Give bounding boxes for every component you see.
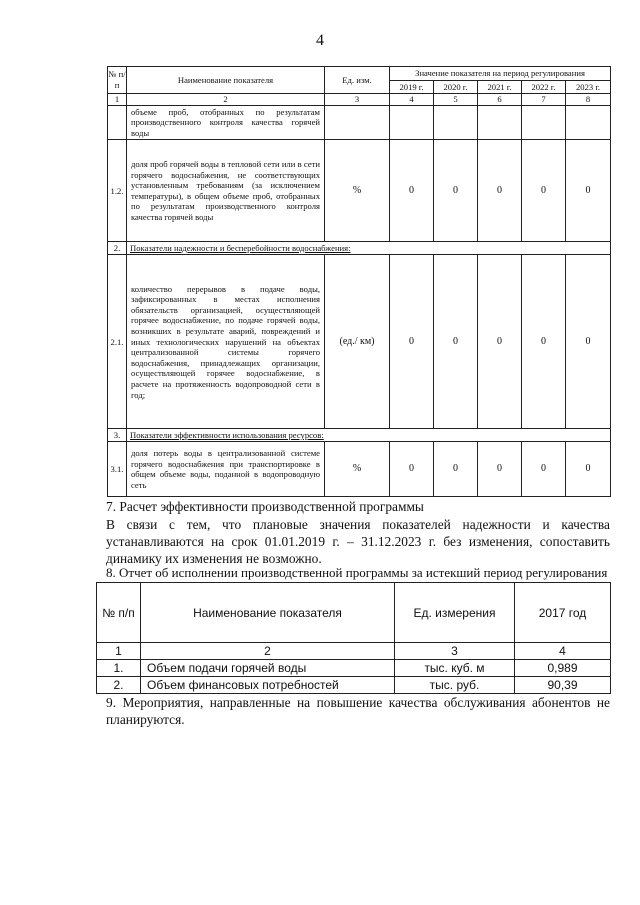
page-number: 4 bbox=[316, 32, 324, 49]
row-value bbox=[434, 105, 478, 140]
column-index: 3 bbox=[325, 94, 390, 106]
header-year: 2021 г. bbox=[478, 81, 522, 94]
row-unit: % bbox=[325, 442, 390, 497]
indicators-table bbox=[107, 66, 611, 497]
column-index: 4 bbox=[515, 643, 611, 660]
table-row bbox=[108, 105, 611, 140]
section-7-text: В связи с тем, что плановые значения показателей надежности и качества устанавливаются на срок 01.01.2019 г. – 31.12.2023 г. без изменения, сопоставить динамику их изменения не возможно. bbox=[106, 517, 610, 566]
indicators-header-row bbox=[108, 67, 611, 81]
row-num bbox=[108, 105, 127, 140]
row-value: 0 bbox=[390, 140, 434, 242]
row-value: 0,989 bbox=[515, 660, 611, 677]
row-value: 90,39 bbox=[515, 677, 611, 694]
column-index-row bbox=[97, 643, 611, 660]
header-year: 2022 г. bbox=[522, 81, 566, 94]
row-name: Объем подачи горячей воды bbox=[141, 660, 395, 677]
report-table bbox=[96, 582, 611, 694]
table-row bbox=[97, 660, 611, 677]
row-unit: тыс. руб. bbox=[395, 677, 515, 694]
header-year: 2017 год bbox=[515, 583, 611, 643]
row-value: 0 bbox=[478, 255, 522, 429]
column-index-row bbox=[108, 94, 611, 106]
row-unit bbox=[325, 105, 390, 140]
row-value: 0 bbox=[478, 140, 522, 242]
row-num: 1. bbox=[97, 660, 141, 677]
column-index: 3 bbox=[395, 643, 515, 660]
table-row bbox=[108, 255, 611, 429]
header-year: 2023 г. bbox=[566, 81, 611, 94]
row-num: 2.1. bbox=[108, 255, 127, 429]
row-value: 0 bbox=[522, 140, 566, 242]
section-row bbox=[108, 242, 611, 255]
header-name: Наименование показателя bbox=[127, 67, 325, 94]
section-8-title: 8. Отчет об исполнении производственной программы за истекший период регулирования bbox=[106, 565, 608, 580]
row-name: доля потерь воды в централизованной системе горячего водоснабжения при транспортировке в общем объеме воды, поданной в водопроводную сеть bbox=[127, 442, 325, 497]
header-year: 2019 г. bbox=[390, 81, 434, 94]
row-unit: (ед./ км) bbox=[325, 255, 390, 429]
row-value bbox=[478, 105, 522, 140]
section-row bbox=[108, 429, 611, 442]
column-index: 2 bbox=[127, 94, 325, 106]
column-index: 4 bbox=[390, 94, 434, 106]
header-num: № п/п bbox=[97, 583, 141, 643]
header-unit: Ед. измерения bbox=[395, 583, 515, 643]
row-value bbox=[522, 105, 566, 140]
row-name: Объем финансовых потребностей bbox=[141, 677, 395, 694]
table-row bbox=[97, 677, 611, 694]
row-name: количество перерывов в подаче воды, зафиксированных в местах исполнения обязательств организацией, осуществляющей горячее водоснабжение, по подаче горячей воды, возникших в результате аварий, повреждений и иных технологических нарушений на объектах централизованной системы горячего водоснабжения, принадлежащих организации, осуществляющей горячее водоснабжение, в расчете на протяженность водопроводной сети в год; bbox=[127, 255, 325, 429]
header-name: Наименование показателя bbox=[141, 583, 395, 643]
section-9-text: 9. Мероприятия, направленные на повышение качества обслуживания абонентов не планируются. bbox=[106, 695, 610, 727]
row-value: 0 bbox=[434, 140, 478, 242]
header-year: 2020 г. bbox=[434, 81, 478, 94]
column-index: 6 bbox=[478, 94, 522, 106]
section-label: Показатели надежности и бесперебойности водоснабжения: bbox=[127, 242, 611, 255]
row-value: 0 bbox=[434, 442, 478, 497]
column-index: 7 bbox=[522, 94, 566, 106]
section-label: Показатели эффективности использования ресурсов: bbox=[127, 429, 611, 442]
row-value: 0 bbox=[478, 442, 522, 497]
row-value: 0 bbox=[522, 442, 566, 497]
row-value: 0 bbox=[522, 255, 566, 429]
row-value: 0 bbox=[566, 140, 611, 242]
row-name: доля проб горячей воды в тепловой сети или в сети горячего водоснабжения, не соответствующих установленным требованиям (за исключением температуры), в общем объеме проб, отобранных по результатам производственного контроля качества горячей воды bbox=[127, 140, 325, 242]
column-index: 8 bbox=[566, 94, 611, 106]
row-value: 0 bbox=[434, 255, 478, 429]
row-value: 0 bbox=[390, 255, 434, 429]
row-unit: тыс. куб. м bbox=[395, 660, 515, 677]
header-unit: Ед. изм. bbox=[325, 67, 390, 94]
table-row bbox=[108, 140, 611, 242]
row-value: 0 bbox=[566, 442, 611, 497]
column-index: 5 bbox=[434, 94, 478, 106]
row-value: 0 bbox=[390, 442, 434, 497]
row-value bbox=[566, 105, 611, 140]
table-row bbox=[108, 442, 611, 497]
row-num: 3.1. bbox=[108, 442, 127, 497]
row-num: 2. bbox=[97, 677, 141, 694]
column-index: 1 bbox=[108, 94, 127, 106]
header-num: № п/п bbox=[108, 67, 127, 94]
row-value bbox=[390, 105, 434, 140]
section-num: 3. bbox=[108, 429, 127, 442]
report-header-row bbox=[97, 583, 611, 643]
row-unit: % bbox=[325, 140, 390, 242]
row-value: 0 bbox=[566, 255, 611, 429]
column-index: 2 bbox=[141, 643, 395, 660]
column-index: 1 bbox=[97, 643, 141, 660]
row-num: 1.2. bbox=[108, 140, 127, 242]
header-period: Значение показателя на период регулирования bbox=[390, 67, 611, 81]
section-7-title: 7. Расчет эффективности производственной программы bbox=[106, 499, 424, 514]
row-name: объеме проб, отобранных по результатам производственного контроля качества горячей воды bbox=[127, 105, 325, 140]
section-num: 2. bbox=[108, 242, 127, 255]
